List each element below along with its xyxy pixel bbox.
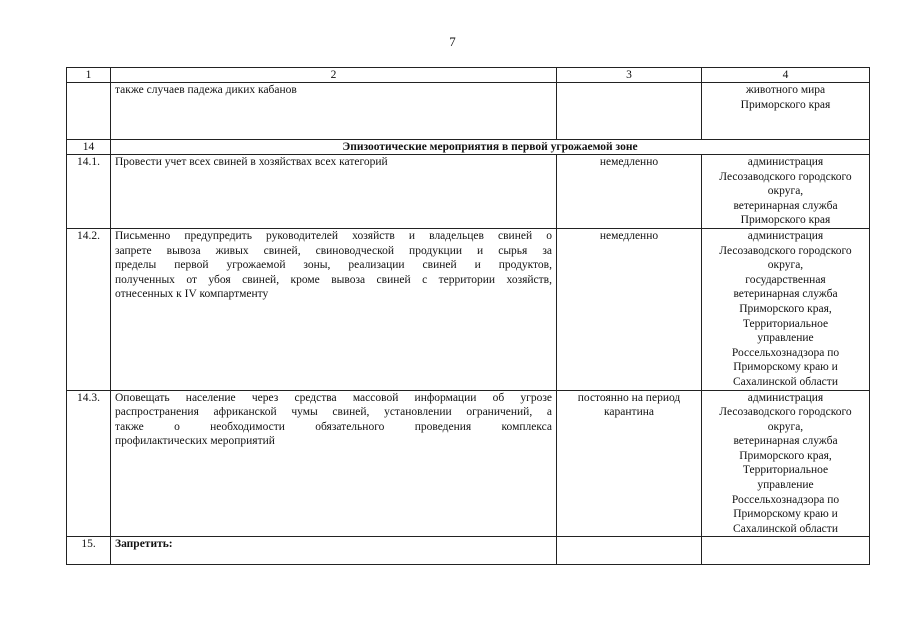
deadline-text: немедленно bbox=[557, 155, 702, 229]
responsible-line: ветеринарная служба bbox=[733, 199, 838, 212]
measures-table bbox=[66, 67, 870, 565]
deadline-cell bbox=[557, 390, 702, 537]
deadline-line: карантина bbox=[604, 406, 654, 419]
responsible-line: Территориальное bbox=[742, 317, 829, 330]
responsible-cell bbox=[702, 155, 870, 229]
responsible-line: Россельхознадзора по bbox=[731, 493, 840, 506]
table-row bbox=[67, 537, 870, 565]
action-line: пределы первой угрожаемой зоны, реализации свиней и продуктов, bbox=[115, 259, 552, 272]
responsible-line: Приморского края bbox=[740, 214, 831, 227]
section-row bbox=[67, 140, 870, 155]
responsible-line: Россельхознадзора по bbox=[731, 346, 840, 359]
responsible-line: округа, bbox=[767, 420, 804, 433]
action-line: также о необходимости обязательного проведения комплекса bbox=[115, 420, 552, 433]
responsible-line: ветеринарная служба bbox=[733, 435, 838, 448]
table-row bbox=[67, 228, 870, 390]
responsible-line: ветеринарная служба bbox=[733, 288, 838, 301]
action-line: запрете вывоза живых свиней, свиноводческой продукции и сырья за bbox=[115, 244, 552, 257]
table-row bbox=[67, 390, 870, 537]
action-line: отнесенных к IV компартменту bbox=[115, 288, 269, 301]
responsible-line: администрация bbox=[747, 156, 824, 168]
row-number: 14.1. bbox=[67, 155, 111, 229]
action-text: также случаев падежа диких кабанов bbox=[111, 83, 557, 140]
responsible-line: Приморского края, bbox=[739, 449, 832, 462]
responsible-line: Лесозаводского городского bbox=[719, 406, 852, 419]
page-number: 7 bbox=[449, 34, 456, 49]
column-header: 3 bbox=[557, 68, 702, 83]
column-header: 2 bbox=[111, 68, 557, 83]
deadline-text bbox=[557, 83, 702, 140]
responsible-cell bbox=[702, 83, 870, 140]
action-line: распространения африканской чумы свиней, установлении ограничений, а bbox=[115, 406, 552, 419]
responsible-line: Приморскому краю и bbox=[733, 361, 838, 374]
deadline-text: немедленно bbox=[557, 228, 702, 390]
action-line: полученных от убоя свиней, кроме вывоза свиней с территории хозяйств, bbox=[115, 273, 552, 286]
responsible-line: Лесозаводского городского bbox=[719, 170, 852, 183]
responsible-line: Приморскому краю и bbox=[733, 508, 838, 521]
row-number: 14.2. bbox=[67, 228, 111, 390]
responsible-line: управление bbox=[757, 332, 814, 345]
responsible-line: Территориальное bbox=[742, 464, 829, 477]
responsible-line: Сахалинской области bbox=[733, 375, 838, 388]
deadline-text bbox=[557, 537, 702, 565]
responsible-line: администрация bbox=[747, 391, 824, 404]
action-line: Оповещать население через средства массовой информации об угрозе bbox=[115, 391, 552, 404]
action-text bbox=[111, 228, 557, 390]
table-row bbox=[67, 83, 870, 140]
responsible-cell bbox=[702, 537, 870, 565]
row-number bbox=[67, 83, 111, 140]
action-text bbox=[111, 390, 557, 537]
responsible-line: Сахалинской области bbox=[733, 522, 838, 535]
column-header: 1 bbox=[67, 68, 111, 83]
table-row bbox=[67, 155, 870, 229]
action-line: профилактических мероприятий bbox=[115, 435, 275, 448]
responsible-line: округа, bbox=[767, 259, 804, 272]
responsible-line: управление bbox=[757, 479, 814, 492]
deadline-line: постоянно на период bbox=[577, 391, 681, 404]
responsible-line: Лесозаводского городского bbox=[719, 244, 852, 257]
responsible-line: округа, bbox=[767, 185, 804, 198]
section-title: Эпизоотические мероприятия в первой угрожаемой зоне bbox=[111, 140, 870, 155]
responsible-line: животного мира bbox=[745, 84, 826, 96]
row-number: 15. bbox=[67, 537, 111, 565]
action-text: Провести учет всех свиней в хозяйствах всех категорий bbox=[111, 155, 557, 229]
responsible-line: администрация bbox=[747, 229, 824, 242]
column-header: 4 bbox=[702, 68, 870, 83]
action-text: Запретить: bbox=[111, 537, 557, 565]
responsible-line: государственная bbox=[745, 273, 826, 286]
responsible-line: Приморского края, bbox=[739, 302, 832, 315]
row-number: 14 bbox=[67, 140, 111, 155]
table-header-row bbox=[67, 68, 870, 83]
action-line: Письменно предупредить руководителей хозяйств и владельцев свиней о bbox=[115, 229, 552, 242]
row-number: 14.3. bbox=[67, 390, 111, 537]
responsible-cell bbox=[702, 390, 870, 537]
responsible-line: Приморского края bbox=[740, 98, 831, 111]
responsible-cell bbox=[702, 228, 870, 390]
